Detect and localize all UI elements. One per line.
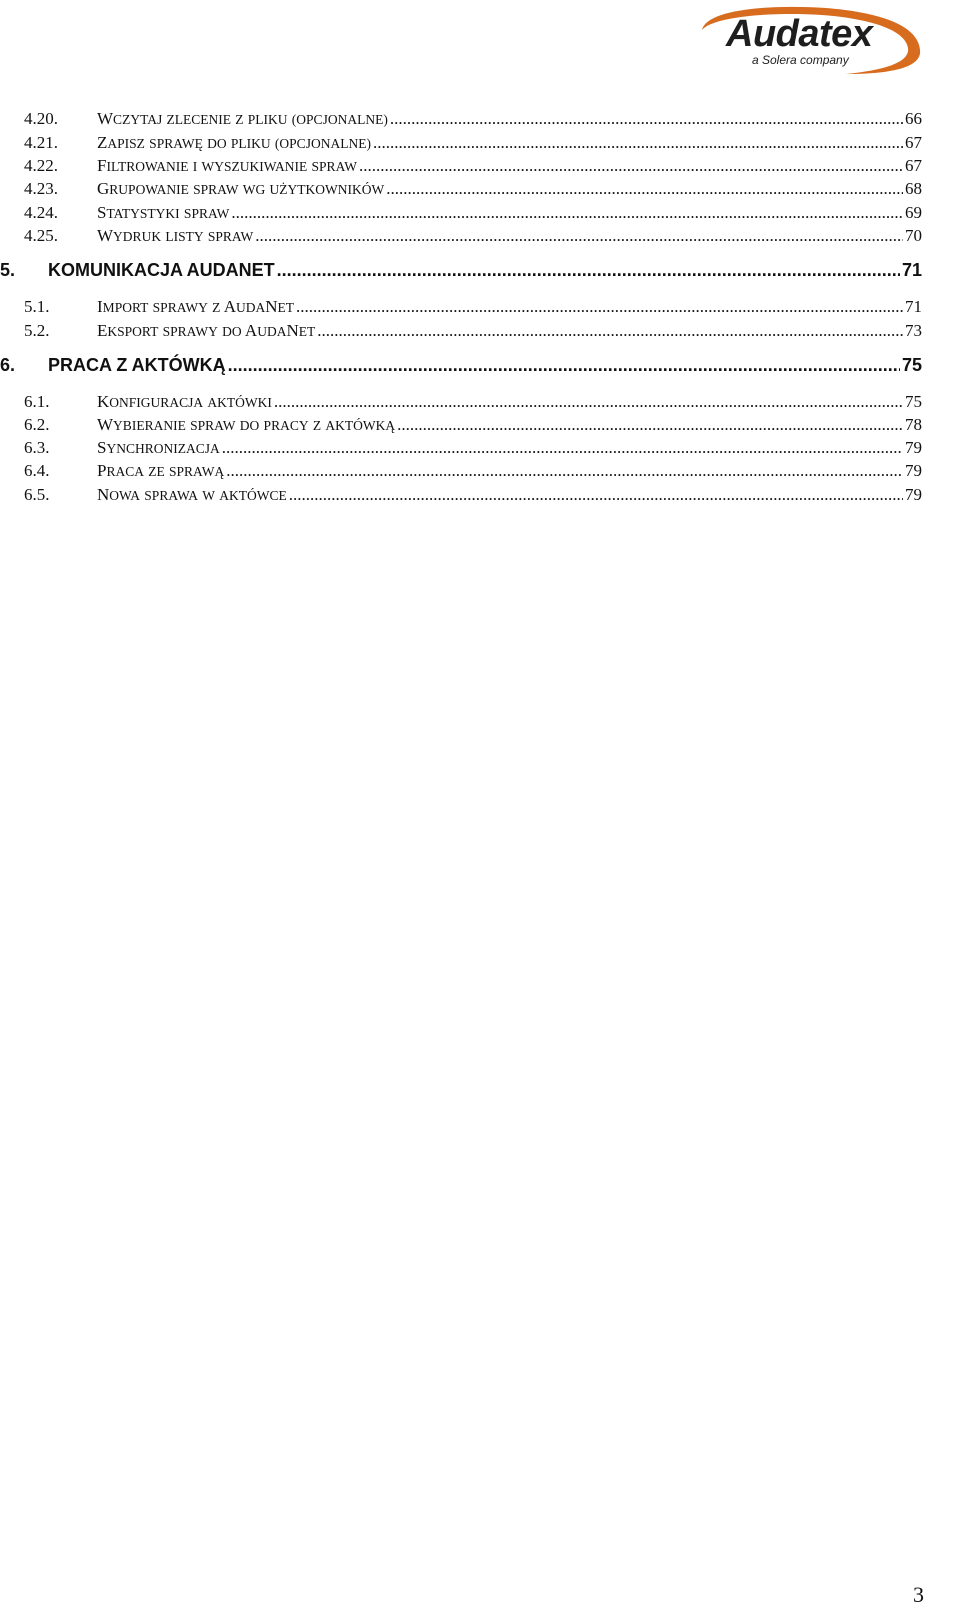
toc-entry-number: 4.25. [24,226,58,245]
toc-entry-page: 68 [905,179,922,198]
toc-dot-leader [289,484,903,506]
toc-entry-number: 6.4. [24,461,50,480]
toc-entry-title: FILTROWANIE I WYSZUKIWANIE SPRAW [97,156,357,175]
toc-entry[interactable] [0,108,960,130]
toc-dot-leader [277,258,900,282]
toc-entry-page: 79 [905,438,922,457]
toc-entry-title: NOWA SPRAWA W AKTÓWCE [97,485,287,504]
toc-entry-number: 4.23. [24,179,58,198]
toc-dot-leader [390,108,903,130]
toc-entry-page: 71 [901,260,922,280]
toc-entry-title: WCZYTAJ ZLECENIE Z PLIKU (OPCJONALNE) [97,109,388,128]
toc-dot-leader [373,132,903,154]
toc-dot-leader [359,155,903,177]
toc-entry-number: 6.3. [24,438,50,457]
audatex-logo [696,4,924,76]
toc-entry-page: 67 [905,156,922,175]
toc-entry-title: PRACA ZE SPRAWĄ [97,461,225,480]
toc-entry-title: STATYSTYKI SPRAW [97,203,230,222]
toc-entry[interactable] [0,155,960,177]
toc-entry-page: 75 [901,355,922,375]
toc-entry-page: 75 [905,392,922,411]
toc-entry[interactable] [0,437,960,459]
toc-entry-title: WYBIERANIE SPRAW DO PRACY Z AKTÓWKĄ [97,415,396,434]
toc-entry[interactable] [0,178,960,200]
toc-entry-title: EKSPORT SPRAWY DO AUDANET [97,321,316,340]
toc-entry-number: 4.22. [24,156,58,175]
toc-entry[interactable] [0,258,960,282]
toc-dot-leader [228,353,900,377]
toc-dot-leader [226,460,903,482]
toc-entry[interactable] [0,391,960,413]
toc-entry-number: 6.5. [24,485,50,504]
toc-entry-number: 6.1. [24,392,50,411]
toc-entry-title: IMPORT SPRAWY Z AUDANET [97,297,294,316]
page-number: 3 [913,1582,924,1607]
toc-entry-title: KONFIGURACJA AKTÓWKI [97,392,272,411]
toc-entry-page: 70 [905,226,922,245]
toc-entry-title: SYNCHRONIZACJA [97,438,220,457]
logo-wordmark: Audatex [726,13,873,55]
toc-entry-page: 73 [905,321,922,340]
toc-dot-leader [255,225,903,247]
toc-entry[interactable] [0,132,960,154]
toc-entry[interactable] [0,296,960,318]
toc-dot-leader [222,437,903,459]
logo-tagline: a Solera company [752,53,849,67]
toc-entry-number: 4.24. [24,203,58,222]
toc-entry-number: 4.20. [24,109,58,128]
toc-entry[interactable] [0,353,960,377]
toc-dot-leader [317,320,903,342]
toc-entry[interactable] [0,460,960,482]
toc-entry-title: PRACA Z AKTÓWKĄ [48,355,226,375]
toc-entry-page: 71 [905,297,922,316]
toc-entry-page: 66 [905,109,922,128]
toc-dot-leader [231,202,903,224]
toc-entry-title: ZAPISZ SPRAWĘ DO PLIKU (OPCJONALNE) [97,133,371,152]
toc-entry-title: WYDRUK LISTY SPRAW [97,226,254,245]
toc-dot-leader [397,414,903,436]
toc-entry[interactable] [0,202,960,224]
toc-entry-page: 78 [905,415,922,434]
toc-entry-number: 4.21. [24,133,58,152]
toc-entry-title: KOMUNIKACJA AUDANET [48,260,275,280]
toc-entry-page: 79 [905,485,922,504]
toc-entry-page: 67 [905,133,922,152]
toc-entry-page: 69 [905,203,922,222]
toc-entry[interactable] [0,414,960,436]
toc-entry-number: 6.2. [24,415,50,434]
toc-entry-number: 6. [0,355,16,375]
toc-dot-leader [386,178,903,200]
toc-entry[interactable] [0,320,960,342]
toc-dot-leader [274,391,903,413]
toc-dot-leader [296,296,903,318]
toc-entry-title: GRUPOWANIE SPRAW WG UŻYTKOWNIKÓW [97,179,385,198]
toc-entry-number: 5.2. [24,321,50,340]
toc-entry-number: 5.1. [24,297,50,316]
toc-entry[interactable] [0,225,960,247]
toc-entry-number: 5. [0,260,16,280]
toc-entry-page: 79 [905,461,922,480]
toc-entry[interactable] [0,484,960,506]
